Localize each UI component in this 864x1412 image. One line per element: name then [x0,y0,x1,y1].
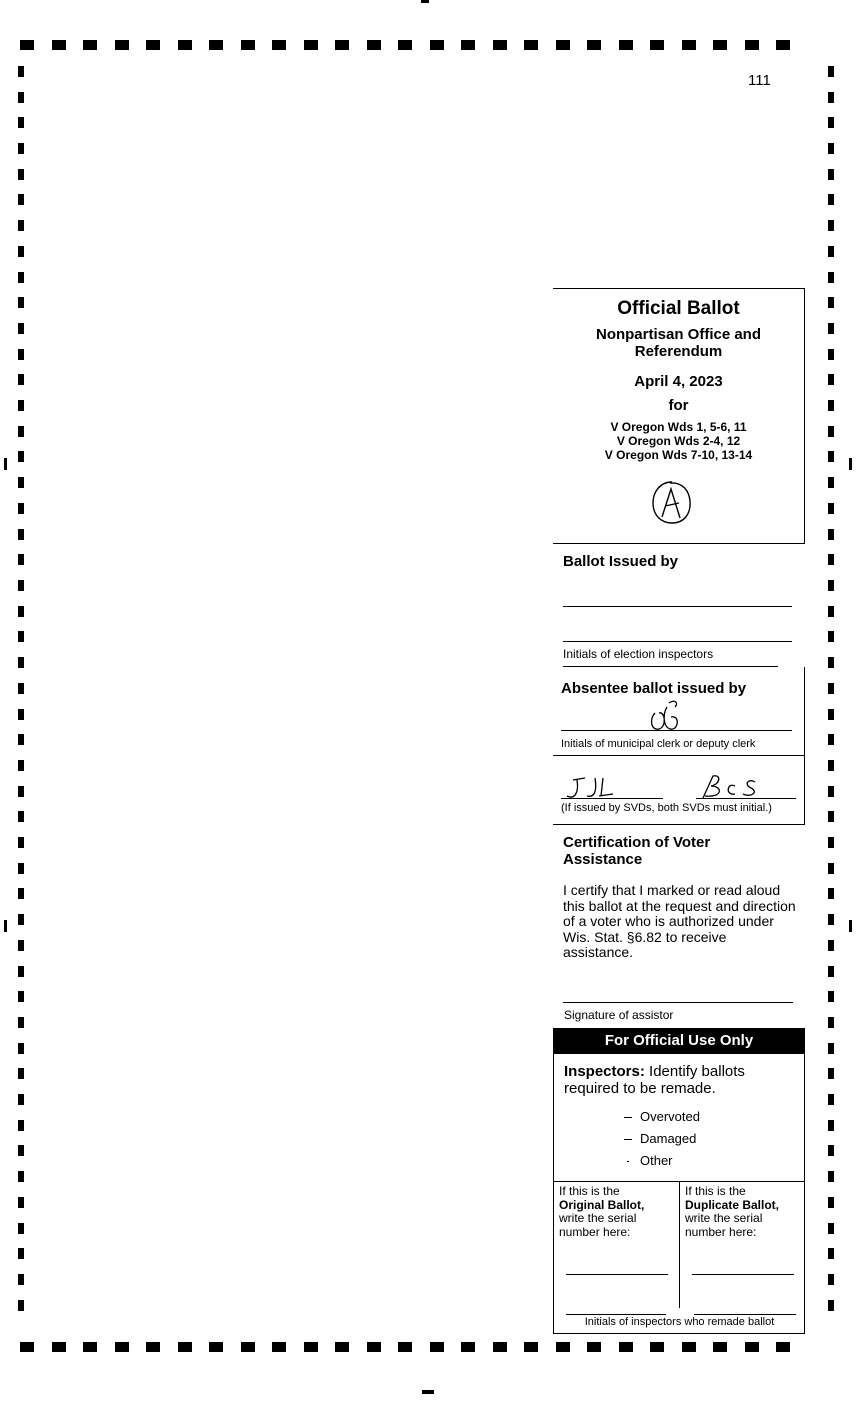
inspectors-text: Identify ballots required to be remade. [564,1063,745,1097]
border-dash [18,426,24,437]
svd-caption: (If issued by SVDs, both SVDs must initial.) [561,802,772,814]
duplicate-post: write the serial number here: [685,1211,763,1239]
border-dash [83,1342,97,1352]
damaged-label: Damaged [640,1131,697,1146]
border-dash [272,40,286,50]
ballot-title: Official Ballot [617,298,740,319]
side-mark-right-1 [849,458,852,470]
clerk-initials-line[interactable] [561,730,792,731]
border-dash [241,1342,255,1352]
certification-heading: Certification of Voter Assistance [563,834,711,868]
serial-box-divider [679,1181,680,1308]
border-dash [682,40,696,50]
border-dash [828,529,834,540]
border-dash [828,426,834,437]
damaged-checkbox[interactable] [624,1139,632,1140]
border-dash [461,1342,475,1352]
border-dash [18,1120,24,1131]
original-serial-line[interactable] [566,1274,668,1275]
border-dash [619,40,633,50]
border-dash [828,1094,834,1105]
border-dash [828,272,834,283]
header-section [553,288,805,543]
border-dash [828,117,834,128]
ward-line-1: V Oregon Wds 1, 5-6, 11 [610,420,747,434]
remade-initials-line-1[interactable] [566,1314,666,1315]
border-dash [18,451,24,462]
duplicate-pre: If this is the [685,1184,746,1198]
border-dash [828,811,834,822]
border-dash [828,349,834,360]
border-dash [18,374,24,385]
border-dash [18,991,24,1002]
border-dash [272,1342,286,1352]
border-dash [587,1342,601,1352]
border-dash [828,888,834,899]
border-dash [828,914,834,925]
ward-line-3: V Oregon Wds 7-10, 13-14 [604,448,753,462]
border-dash [828,503,834,514]
option-other[interactable] [624,1153,673,1168]
border-dash [18,786,24,797]
border-dash [18,1145,24,1156]
duplicate-bold: Duplicate Ballot, [685,1197,780,1212]
border-dash [828,323,834,334]
border-dash [18,323,24,334]
assistor-signature-line[interactable] [563,1002,793,1003]
border-dash [556,1342,570,1352]
border-dash [52,40,66,50]
border-dash [18,66,24,77]
border-dash [367,1342,381,1352]
page-number: 111 [748,72,771,89]
clerk-initials-handwriting [645,699,689,737]
border-dash [18,1043,24,1054]
side-mark-right-2 [849,920,852,932]
ward-line-2: V Oregon Wds 2-4, 12 [616,434,741,448]
border-dash [828,1223,834,1234]
border-dash [335,40,349,50]
border-dash [18,683,24,694]
border-dash [18,220,24,231]
original-post: write the serial number here: [559,1211,637,1239]
border-dash [524,40,538,50]
remade-initials-line-2[interactable] [694,1314,796,1315]
border-dash [828,1300,834,1311]
border-dash [52,1342,66,1352]
border-dash [178,40,192,50]
border-dash [18,529,24,540]
border-dash [18,760,24,771]
border-dash [18,1017,24,1028]
border-dash [18,734,24,745]
border-dash [209,40,223,50]
border-dash [828,400,834,411]
border-dash [398,40,412,50]
border-dash [776,40,790,50]
absentee-section [553,667,805,755]
border-dash [18,580,24,591]
border-dash [713,40,727,50]
border-dash [828,297,834,308]
certification-section [553,824,805,1028]
border-dash [828,991,834,1002]
fold-mark-top [421,0,429,3]
duplicate-ballot-note [685,1185,803,1239]
border-dash [18,888,24,899]
border-dash [335,1342,349,1352]
election-date: April 4, 2023 [634,373,723,390]
certification-body: I certify that I marked or read aloud this ballot at the request and direction of a voter who is authorized under Wis. Stat. §6.82 to receive assistance. [563,882,796,960]
border-dash [828,1197,834,1208]
border-dash [178,1342,192,1352]
original-bold: Original Ballot, [559,1197,645,1212]
ballot-stub [553,288,805,1334]
border-dash [828,1274,834,1285]
border-dash [146,1342,160,1352]
border-dash [493,1342,507,1352]
border-dash [18,349,24,360]
border-dash [828,683,834,694]
inspectors-instruction [564,1063,789,1097]
border-dash [828,709,834,720]
border-dash [650,40,664,50]
border-dash [828,66,834,77]
ballot-issued-section [553,543,805,667]
border-dash [650,1342,664,1352]
border-dash [18,1274,24,1285]
border-dash [828,966,834,977]
border-dash [828,477,834,488]
original-ballot-note [559,1185,677,1239]
border-dash [18,1248,24,1259]
border-dash [18,1300,24,1311]
absentee-caption: Initials of municipal clerk or deputy clerk [561,738,756,750]
fold-mark-bottom [422,1390,434,1394]
ballot-subtitle: Nonpartisan Office and Referendum [595,326,762,360]
border-dash [828,657,834,668]
border-dash [18,246,24,257]
ballot-issued-heading: Ballot Issued by [563,553,679,570]
border-dash [828,220,834,231]
border-dash [18,297,24,308]
assistor-signature-caption: Signature of assistor [564,1008,674,1022]
border-dash [682,1342,696,1352]
border-dash [556,40,570,50]
border-dash [18,1171,24,1182]
border-dash [18,503,24,514]
border-dash [367,40,381,50]
official-use-banner: For Official Use Only [554,1028,804,1054]
border-dash [587,40,601,50]
official-use-section [553,1028,805,1334]
border-dash [18,169,24,180]
border-dash [18,966,24,977]
border-dash [828,1068,834,1079]
border-dash [828,786,834,797]
other-checkbox[interactable] [627,1161,629,1162]
original-pre: If this is the [559,1184,620,1198]
border-dash [18,863,24,874]
border-dash [18,400,24,411]
border-dash [461,40,475,50]
other-label: Other [640,1153,673,1168]
border-dash [18,477,24,488]
border-dash [18,1094,24,1105]
border-dash [828,143,834,154]
svd-section [553,755,805,824]
overvoted-checkbox[interactable] [624,1117,632,1118]
border-dash [18,92,24,103]
ballot-style-a-handwritten-mark [650,479,694,527]
border-dash [828,1248,834,1259]
border-dash [18,914,24,925]
border-dash [18,117,24,128]
svd-initials-line-1[interactable] [561,798,663,799]
border-dash [241,40,255,50]
border-dash [18,837,24,848]
border-dash [713,1342,727,1352]
border-dash [209,1342,223,1352]
inspectors-label: Inspectors: [564,1063,645,1080]
border-dash [18,194,24,205]
border-dash [20,1342,34,1352]
border-dash [18,940,24,951]
border-dash [18,631,24,642]
border-dash [18,811,24,822]
overvoted-label: Overvoted [640,1109,700,1124]
option-damaged[interactable] [624,1131,696,1146]
border-dash [115,1342,129,1352]
border-dash [83,40,97,50]
border-dash [776,1342,790,1352]
for-label: for [668,397,689,414]
svd-initials-1-handwriting [565,774,615,800]
border-dash [828,734,834,745]
border-dash [18,1068,24,1079]
border-dash [304,40,318,50]
remade-initials-caption: Initials of inspectors who remade ballot [584,1316,775,1328]
border-dash [828,169,834,180]
border-dash [430,40,444,50]
side-mark-left-1 [4,458,7,470]
inspector-initials-line-1[interactable] [563,606,792,607]
border-dash [398,1342,412,1352]
border-dash [18,606,24,617]
duplicate-serial-line[interactable] [692,1274,794,1275]
border-dash [619,1342,633,1352]
border-dash [115,40,129,50]
ballot-issued-caption: Initials of election inspectors [563,647,714,661]
border-dash [828,92,834,103]
border-dash [745,40,759,50]
border-dash [828,940,834,951]
absentee-heading: Absentee ballot issued by [561,680,747,697]
border-dash [828,631,834,642]
border-dash [20,40,34,50]
border-dash [18,709,24,720]
side-mark-left-2 [4,920,7,932]
border-dash [745,1342,759,1352]
border-dash [828,760,834,771]
inspector-initials-line-2[interactable] [563,641,792,642]
border-dash [18,657,24,668]
border-dash [828,374,834,385]
border-dash [828,1017,834,1028]
border-dash [18,1223,24,1234]
border-dash [430,1342,444,1352]
option-overvoted[interactable] [624,1109,700,1124]
border-dash [18,554,24,565]
border-dash [828,451,834,462]
border-dash [828,1145,834,1156]
border-dash [828,554,834,565]
border-dash [828,1043,834,1054]
border-dash [146,40,160,50]
border-dash [493,40,507,50]
border-dash [828,1120,834,1131]
border-dash [18,143,24,154]
border-dash [828,606,834,617]
svd-initials-line-2[interactable] [696,798,796,799]
border-dash [828,1171,834,1182]
border-dash [828,863,834,874]
border-dash [828,246,834,257]
border-dash [828,837,834,848]
border-dash [18,272,24,283]
border-dash [18,1197,24,1208]
border-dash [828,194,834,205]
border-dash [828,580,834,591]
border-dash [524,1342,538,1352]
border-dash [304,1342,318,1352]
